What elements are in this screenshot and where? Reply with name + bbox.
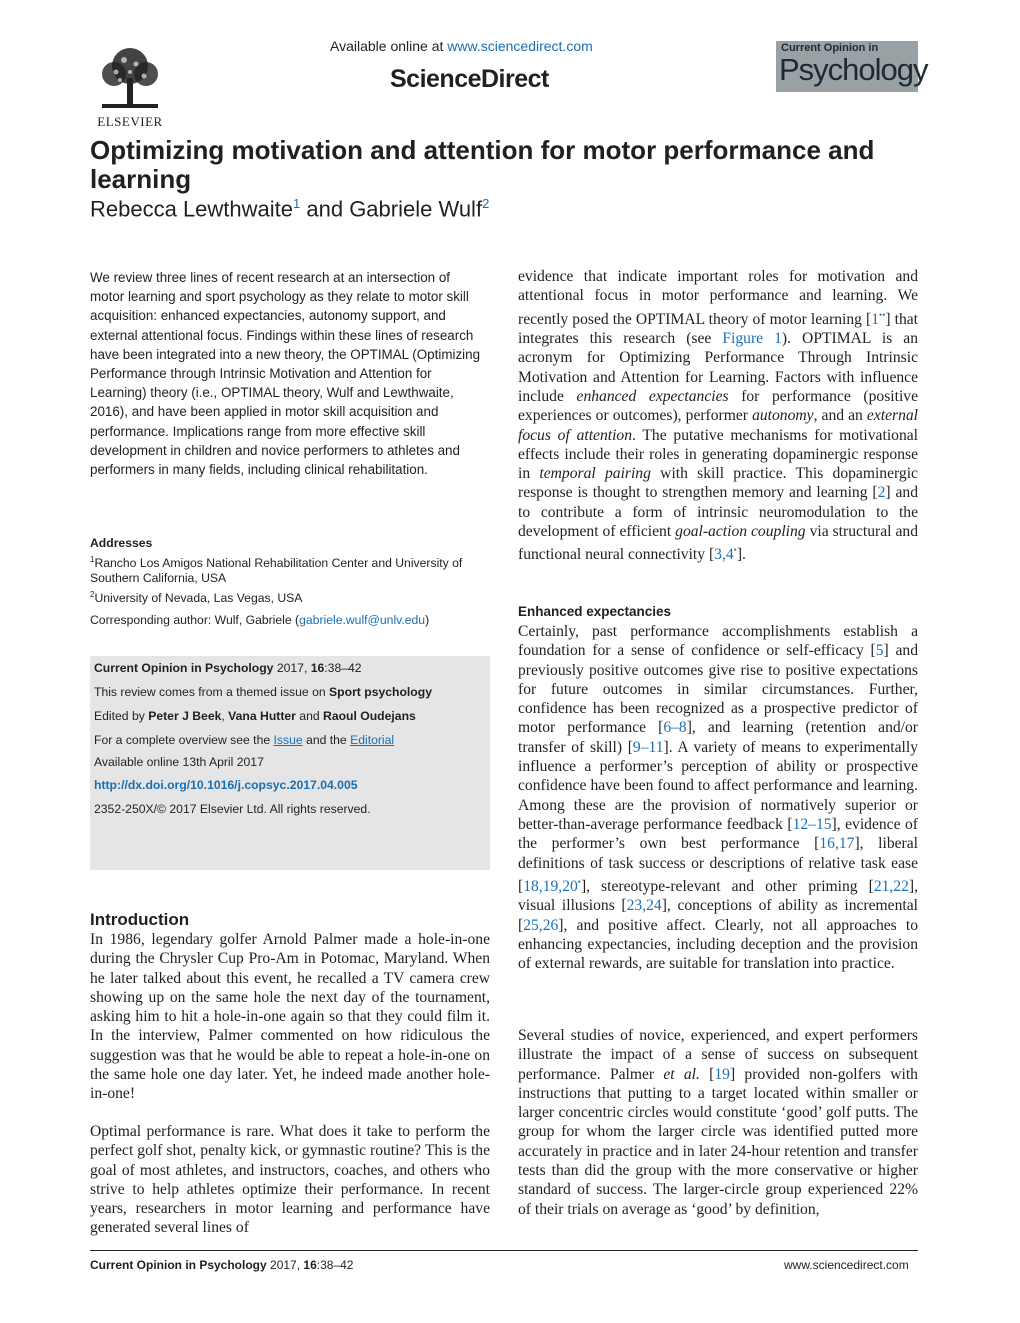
available-online-line: Available online at www.sciencedirect.com [330,38,593,54]
footer-citation: Current Opinion in Psychology 2017, 16:38–42 [90,1258,354,1272]
citation-ref[interactable]: 18,19,20 [523,878,578,896]
elsevier-logo [90,44,170,128]
corresponding-author: Corresponding author: Wulf, Gabriele (gabriele.wulf@unlv.edu) [90,613,430,627]
section-heading-enhanced-expectancies: Enhanced expectancies [518,604,672,619]
figure-ref[interactable]: Figure 1 [722,330,782,348]
editorial-link[interactable]: Editorial [350,733,395,747]
citation-ref[interactable]: 19 [714,1065,730,1083]
author-list: Rebecca Lewthwaite$^1$ and Gabriele Wulf$^2$ [90,196,490,222]
body-paragraph: Several studies of novice, experienced, and expert performers illustrate the impact of a sense of success on subsequent performance. Palmer et al. [19] provided non-golfers with instructions that putting to a target located within smaller or larger concentric circles would constitute ‘good’ golf putts. The group for whom the larger circle was identified putted more accurately in practice and in later 24-hour retention and transfer tests than did the group with the more conservative or higher standard of success. The larger-circle group experienced 22% of their trials on average as ‘good’ by definition, [518,1027,918,1218]
citation-ref[interactable]: 21,22 [873,878,909,896]
citation-ref[interactable]: 1 [871,310,880,328]
affiliation-mark[interactable]: 1 [293,196,301,211]
journal-logo [776,41,928,92]
issue-link[interactable]: Issue [273,733,303,747]
address-item: $^2$University of Nevada, Las Vegas, USA [90,589,303,605]
citation-ref[interactable]: 9–11 [632,738,664,756]
abstract: We review three lines of recent research at an intersection of motor learning and sport psychology as they relate to motor skill acquisition: enhanced expectancies, autonomy support, and external attentional focus. Findings within these lines of research have been integrated into a new theory, the OPTIMAL (Optimizing Performance through Intrinsic Motivation and Attention for Learning) theory (i.e., OPTIMAL theory, Wulf and Lewthwaite, 2016), and have been applied in motor skill acquisition and performance. Implications range from more effective skill development in children and novice performers to athletes and performers in many fields, including clinical rehabilitation. [90,270,481,478]
citation-ref[interactable]: 12–15 [792,815,832,833]
affiliation-mark[interactable]: 2 [482,196,490,211]
elsevier-wordmark: ELSEVIER [97,114,163,129]
citation-ref[interactable]: 23,24 [626,897,662,915]
author-name: Rebecca Lewthwaite [90,196,294,222]
citation-line: Current Opinion in Psychology 2017, 16:38–42 [94,661,362,675]
body-paragraph: Certainly, past performance accomplishments establish a foundation for a sense of confidence or self-efficacy [5] and previously positive outcomes give rise to positive expectations for future outcomes in similar circumstances. Further, confidence has been recognized as a prospective predictor of motor performance [6–8], and learning (retention and/or transfer of skill) [9–11]. A variety of means to experimentally influence a performer’s perception of ability or prospective confidence have been found to affect performance and learning. Among these are the provision of normatively superior or better-than-average performance feedback [12–15], evidence of the performer’s own best performance [16,17], liberal definitions of task success or descriptions of relative task ease [18,19,20•], stereotype-relevant and other priming [21,22], visual illusions [23,24], conceptions of ability as incremental [25,26], and positive affect. Clearly, not all approaches to enhancing expectancies, including deception and the provision of external rewards, are suitable for translation into practice. [518,623,919,973]
citation-ref[interactable]: 16,17 [819,835,855,853]
intro-paragraph: In 1986, legendary golfer Arnold Palmer made a hole-in-one during the Chrysler Cup Pro-Am in Potomac, Maryland. When he later talked about this event, he recalled a TV camera crew showing up on the same hole the next day of the tournament, asking him to hit a hole-in-one again so that they could film it. In the interview, Palmer commented on how ridiculous the suggestion was that he would be able to repeat a hole-in-one on the same hole one day later. Yet, he indeed made another hole-in-one! [90,931,490,1103]
journal-logo-bottom: Psychology [779,52,928,87]
elsevier-tree-icon [94,44,166,112]
section-heading-introduction: Introduction [90,910,190,929]
citation-ref[interactable]: 5 [875,642,884,660]
footer-url[interactable]: www.sciencedirect.com [784,1258,909,1272]
sciencedirect-brand: ScienceDirect [390,65,549,93]
doi-link[interactable]: http://dx.doi.org/10.1016/j.copsyc.2017.04.005 [94,778,358,792]
address-item: $^1$Rancho Los Amigos National Rehabilitation Center and University of Southern California, USA [90,554,463,586]
themed-issue-line: This review comes from a themed issue on Sport psychology [94,685,432,699]
article-info-box [90,656,490,870]
citation-ref[interactable]: 25,26 [523,916,559,934]
available-date: Available online 13th April 2017 [94,755,264,769]
journal-logo-top: Current Opinion in [781,42,879,54]
body-paragraph: evidence that indicate important roles for motivation and attentional focus in motor performance and learning. We recently posed the OPTIMAL theory of motor learning [1••] that integrates this research (see Figure 1). OPTIMAL is an acronym for Optimizing Performance Through Intrinsic Motivation and Attention for Learning. Factors with influence include enhanced expectancies for performance (positive experiences or outcomes), performer autonomy, and an external focus of attention. The putative mechanisms for motivational effects include their roles in generating dopaminergic response in temporal pairing with skill practice. This dopaminergic response is thought to strengthen memory and learning [2] and to contribute a form of intrinsic neuromodulation to the development of efficient goal-action coupling via structural and functional neural connectivity [3,4•]. [518,268,919,564]
addresses-heading: Addresses [90,536,153,550]
email-link[interactable]: gabriele.wulf@unlv.edu [299,613,426,627]
citation-ref[interactable]: 2 [877,484,886,502]
sciencedirect-link[interactable]: www.sciencedirect.com [447,38,593,54]
intro-paragraph: Optimal performance is rare. What does it take to perform the perfect golf shot, penalty kick, or gymnastic routine? This is the goal of most athletes, and instructors, coaches, and others who strive to help athletes optimize their performance. In recent years, researchers in motor learning and performance have generated several lines of [90,1123,490,1237]
editors-line: Edited by Peter J Beek, Vana Hutter and Raoul Oudejans [94,709,416,723]
overview-line: For a complete overview see the Issue and the Editorial [94,733,395,747]
footer-divider [90,1250,918,1251]
addresses [90,536,482,606]
citation-ref[interactable]: 3,4 [714,546,734,564]
article-title: Optimizing motivation and attention for motor performance and learning [90,135,875,194]
copyright-line: 2352-250X/© 2017 Elsevier Ltd. All rights reserved. [94,802,371,816]
citation-ref[interactable]: 6–8 [663,719,687,737]
author-name: Gabriele Wulf [349,196,483,222]
